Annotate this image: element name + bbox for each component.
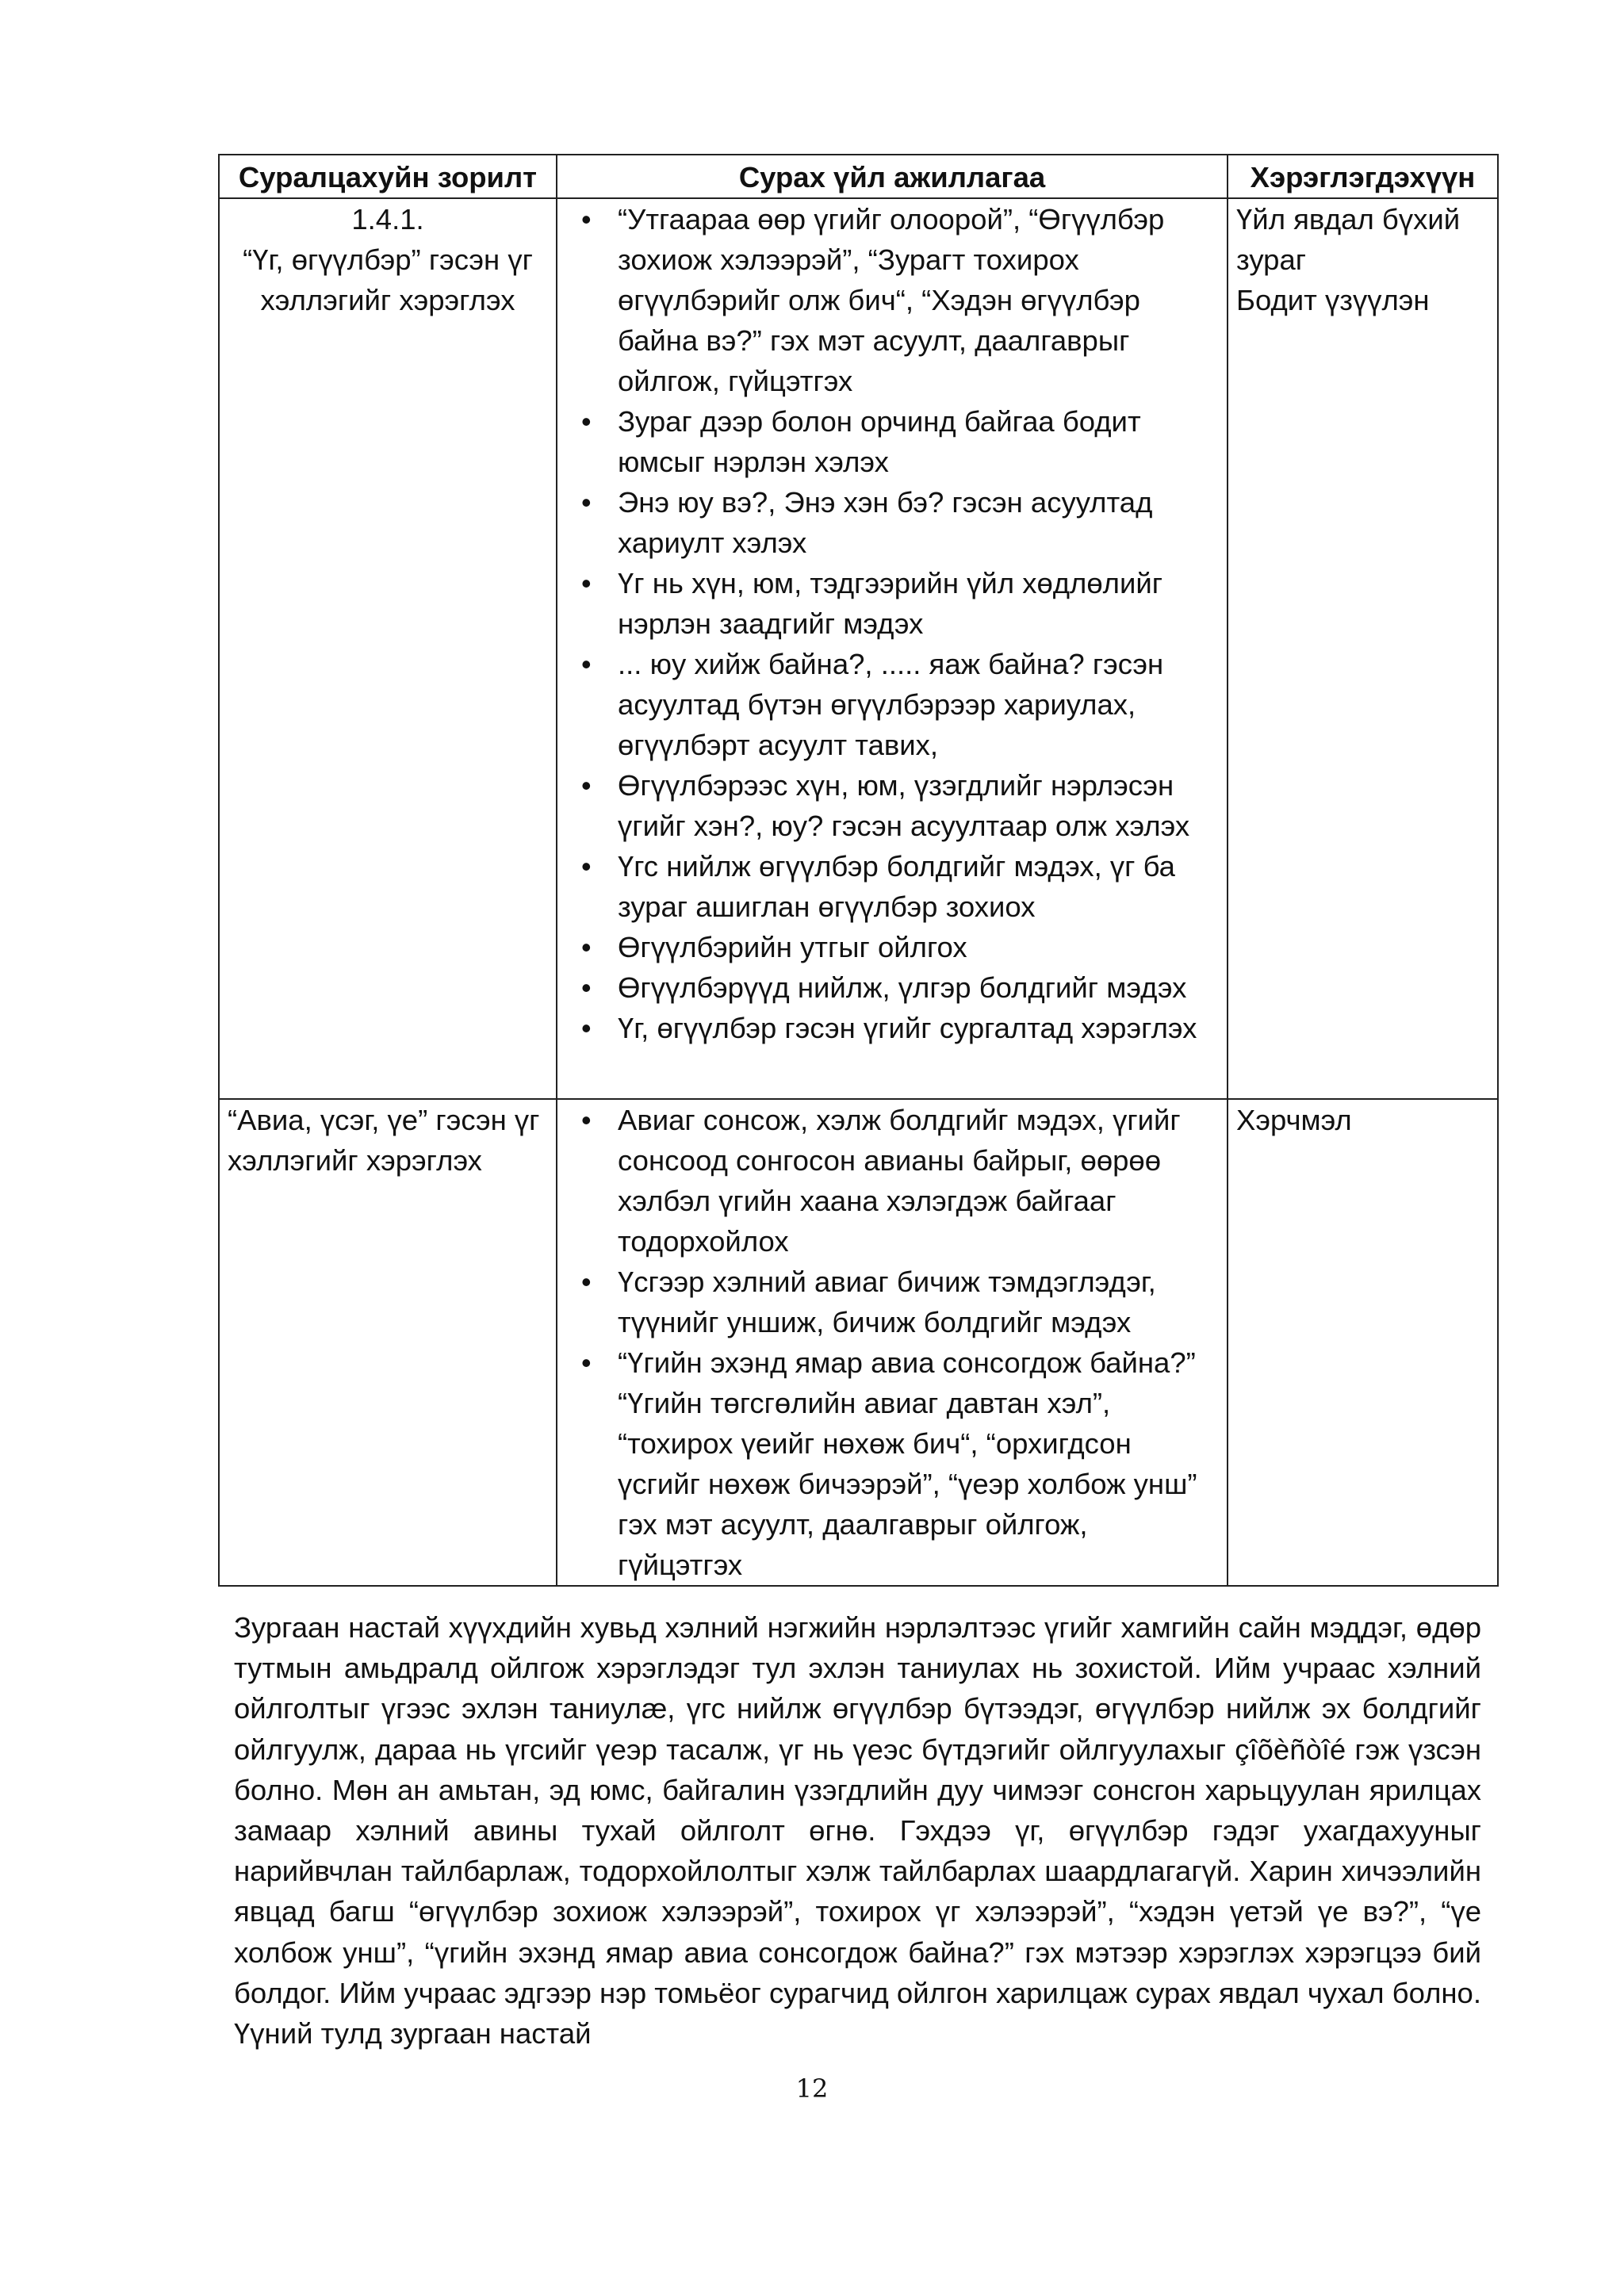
list-item: • Өгүүлбэрээс хүн, юм, үзэгдлийг нэрлэсэн үгийг хэн?, юу? гэсэн асуултаар олж хэлэх bbox=[565, 765, 1219, 846]
list-item: • “Утгаараа өөр үгийг олоорой”, “Өгүүлбэр зохиож хэлээрэй”, “Зурагт тохирох өгүүлбэрийг олж бич“, “Хэдэн өгүүлбэр байна вэ?” гэх мэт асуулт, даалгаврыг ойлгож, гүйцэтгэх bbox=[565, 199, 1219, 401]
table-header-row bbox=[219, 155, 1498, 198]
learning-table bbox=[218, 154, 1499, 1587]
list-item: • Авиаг сонсож, хэлж болдгийг мэдэх, үгийг сонсоод сонгосон авианы байрыг, өөрөө хэлбэл үгийн хаана хэлэгдэж байгааг тодорхойлох bbox=[565, 1100, 1219, 1262]
body-paragraph: Зургаан настай хүүхдийн хувьд хэлний нэгжийн нэрлэлтээс үгийг хамгийн сайн мэддэг, өдөр тутмын амьдралд ойлгож хэрэглэдэг тул эхлэн таниулах нь зохистой. Ийм учраас хэлний ойлголтыг үгээс эхлэн таниулæ, үгс нийлж өгүүлбэр бүтээдэг, өгүүлбэр нийлж эх болдгийг ойлгуулж, дараа нь үгсийг үеэр тасалж, үг нь үеэс бүтдэгийг ойлгуулахыг çîõèñòîé гэж үзсэн болно. Мөн ан амьтан, эд юмс, байгалин үзэгдлийн дуу чимээг сонсгон харьцуулан ярилцах замаар хэлний авины тухай ойлголт өгнө. Гэхдээ үг, өгүүлбэр гэдэг ухагдахууныг нарийвчлан тайлбарлаж, тодорхойлолтыг хэлж тайлбарлах шаардлагагүй. Харин хичээлийн явцад багш “өгүүлбэр зохиож хэлээрэй”, тохирох үг хэлээрэй”, “хэдэн үетэй үе вэ?”, “үе холбож унш”, “үгийн эхэнд ямар авиа сонсогдож байна?” гэх мэтээр хэрэглэх хэрэгцээ бий болдог. Ийм учраас эдгээр нэр томьёог сурагчид ойлгон харилцаж сурах явдал чухал болно. Үүний тулд зургаан настай bbox=[234, 1611, 1481, 2051]
table-row bbox=[219, 198, 1498, 1099]
list-item: • Өгүүлбэрүүд нийлж, үлгэр болдгийг мэдэх bbox=[565, 967, 1219, 1008]
header-learning-activities: Сурах үйл ажиллагаа bbox=[557, 155, 1228, 198]
activities-list bbox=[565, 199, 1219, 1048]
activities-cell bbox=[557, 1099, 1228, 1586]
materials-cell: Хэрчмэл bbox=[1228, 1099, 1498, 1586]
activities-cell bbox=[557, 198, 1228, 1099]
list-item: • Зураг дээр болон орчинд байгаа бодит юмсыг нэрлэн хэлэх bbox=[565, 401, 1219, 482]
goal-cell: “Авиа, үсэг, үе” гэсэн үг хэллэгийг хэрэглэх bbox=[219, 1099, 557, 1586]
list-item: • Үгс нийлж өгүүлбэр болдгийг мэдэх, үг ба зураг ашиглан өгүүлбэр зохиох bbox=[565, 846, 1219, 927]
list-item: • Үг, өгүүлбэр гэсэн үгийг сургалтад хэрэглэх bbox=[565, 1008, 1219, 1048]
list-item: • “Үгийн эхэнд ямар авиа сонсогдож байна?” “Үгийн төгсгөлийн авиаг давтан хэл”, “тохирох үеийг нөхөж бич“, “орхигдсон үсгийг нөхөж бичээрэй”, “үеэр холбож унш” гэх мэт асуулт, даалгаврыг ойлгож, гүйцэтгэх bbox=[565, 1342, 1219, 1585]
list-item: • Өгүүлбэрийн утгыг ойлгох bbox=[565, 927, 1219, 967]
header-materials: Хэрэглэгдэхүүн bbox=[1228, 155, 1498, 198]
list-item: • Энэ юу вэ?, Энэ хэн бэ? гэсэн асуултад хариулт хэлэх bbox=[565, 482, 1219, 563]
goal-cell: 1.4.1. “Үг, өгүүлбэр” гэсэн үг хэллэгийг хэрэглэх bbox=[219, 198, 557, 1099]
materials-cell: Үйл явдал бүхий зураг Бодит үзүүлэн bbox=[1228, 198, 1498, 1099]
list-item: • ... юу хийж байна?, ..... яаж байна? гэсэн асуултад бүтэн өгүүлбэрээр хариулах, өгүүлбэрт асуулт тавих, bbox=[565, 644, 1219, 765]
activities-list bbox=[565, 1100, 1219, 1585]
page-number: 12 bbox=[795, 2073, 829, 2104]
table-row bbox=[219, 1099, 1498, 1586]
list-item: • Үсгээр хэлний авиаг бичиж тэмдэглэдэг, түүнийг уншиж, бичиж болдгийг мэдэх bbox=[565, 1262, 1219, 1342]
list-item: • Үг нь хүн, юм, тэдгээрийн үйл хөдлөлийг нэрлэн заадгийг мэдэх bbox=[565, 563, 1219, 644]
header-learning-goal: Суралцахуйн зорилт bbox=[219, 155, 557, 198]
